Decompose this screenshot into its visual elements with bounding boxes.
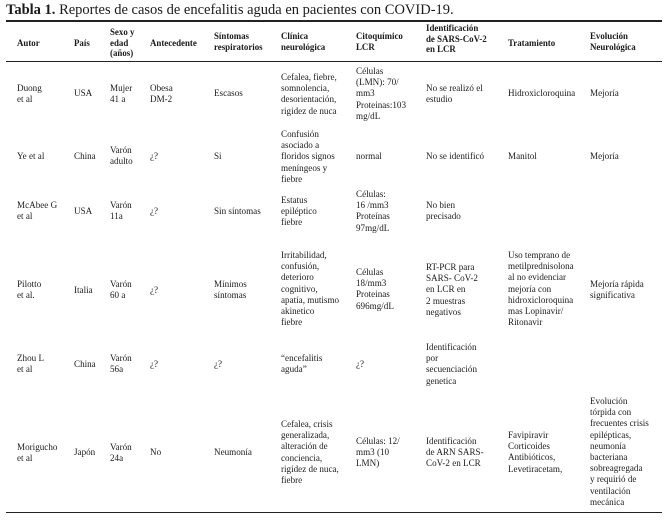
header-antecedente: Antecedente	[150, 38, 197, 48]
row-2-clinica: Confusión asociado a floridos signos meníngeos y fiebre	[281, 129, 335, 184]
header-autor: Autor	[17, 38, 40, 48]
row-3-identificacion: No bien precisado	[426, 200, 461, 222]
row-2-sintomas: Si	[214, 151, 222, 161]
row-6-autor: Moriguchо et al	[17, 442, 58, 464]
row-3-clinica: Estatus epiléptico fiebre	[281, 195, 317, 228]
row-4-antecedente: ¿?	[150, 285, 159, 295]
header-tratamiento: Tratamiento	[508, 38, 556, 48]
header-clinica: Clínica neurológica	[281, 31, 326, 52]
row-2-citoquimico: normal	[356, 151, 382, 161]
header-citoquimico: Citoquímico LCR	[356, 31, 403, 52]
row-1-evolucion: Mejoría	[590, 88, 619, 98]
row-6-pais: Japón	[74, 447, 96, 457]
row-1-autor: Duong et al	[17, 83, 42, 105]
row-5-autor: Zhou L et al	[17, 353, 45, 375]
row-6-tratamiento: Favipiravir Corticoides Antibióticos, Levetiracetam,	[508, 430, 563, 474]
table-title: Reportes de casos de encefalitis aguda en pacientes con COVID-19.	[55, 2, 454, 18]
row-4-pais: Italia	[74, 285, 93, 295]
row-1-antecedente: Obesa DM-2	[150, 83, 173, 105]
row-4-citoquimico: Células 18/mm3 Proteinas 696mg/dL	[356, 267, 394, 311]
row-1-citoquimico: Células (LMN): 70/ mm3 Proteinas:103 mg/dL	[356, 66, 407, 121]
row-2-pais: China	[74, 151, 96, 161]
row-4-evolucion: Mejoría rápida significativa	[590, 279, 644, 301]
row-2-evolucion: Mejoría	[590, 151, 619, 161]
row-5-sintomas: ¿?	[214, 359, 223, 369]
row-2-tratamiento: Manitol	[508, 151, 537, 161]
header-sexo-edad: Sexo y edad (años)	[110, 27, 135, 59]
row-4-sexo: Varón 60 a	[110, 279, 132, 301]
row-3-pais: USA	[74, 206, 93, 216]
row-5-antecedente: ¿?	[150, 359, 159, 369]
top-rule	[6, 20, 662, 22]
row-2-sexo: Varón adulto	[110, 145, 133, 167]
row-5-clinica: “encefalitis aguda”	[281, 353, 323, 375]
row-1-sexo: Mujer 41 a	[110, 83, 133, 105]
row-6-identificacion: Identificación de ARN SARS- CoV-2 en LCR	[426, 436, 484, 469]
row-3-sintomas: Sin síntomas	[214, 206, 261, 216]
table-caption	[6, 1, 454, 19]
row-3-autor: McAbee G et al	[17, 200, 58, 222]
header-rule	[6, 61, 662, 62]
row-5-citoquimico: ¿?	[356, 359, 365, 369]
row-6-clinica: Cefalea, crisis generalizada, alteración de conciencia, rigidez de nuca, fiebre	[281, 419, 339, 486]
row-6-sintomas: Neumonía	[214, 447, 252, 457]
row-2-identificacion: No se identificó	[426, 151, 485, 161]
row-3-antecedente: ¿?	[150, 206, 159, 216]
row-1-identificacion: No se realizó el estudio	[426, 83, 483, 105]
row-3-citoquimico: Células: 16 /mm3 Proteínas 97mg/dL	[356, 189, 390, 233]
row-4-clinica: Irritabilidad, confusión, deterioro cognitivo, apatía, mutismo akinetico fiebre	[281, 250, 340, 328]
header-evolucion: Evolución Neurológica	[590, 31, 636, 52]
header-pais: País	[74, 38, 90, 48]
row-4-sintomas: Mínimos síntomas	[214, 279, 247, 301]
header-identificacion: Identificación de SARS-CoV-2 en LCR	[426, 23, 487, 55]
row-3-sexo: Varón 11a	[110, 200, 132, 222]
row-5-identificacion: Identificación por secuenciación genetica	[426, 342, 477, 386]
row-5-sexo: Varón 56a	[110, 353, 132, 375]
row-4-tratamiento: Uso temprano de metilprednisolona al no evidenciar mejoría con hidroxicloroquina mas Lopinavir/ Ritonavir	[508, 250, 574, 328]
row-6-antecedente: No	[150, 447, 162, 457]
table-label: Tabla 1.	[6, 2, 56, 18]
row-5-pais: China	[74, 359, 96, 369]
row-2-autor: Ye et al	[17, 151, 45, 161]
row-6-sexo: Varón 24a	[110, 442, 132, 464]
row-1-tratamiento: Hidroxicloroquina	[508, 88, 576, 98]
row-4-autor: Pilotto et al.	[17, 279, 42, 301]
row-1-clinica: Cefalea, fiebre, somnolencia, desorientación, rigidez de nuca	[281, 72, 337, 116]
header-sintomas: Síntomas respiratorios	[214, 31, 263, 52]
row-4-identificacion: RT-PCR para SARS- CoV-2 en LCR en 2 muestras negativos	[426, 262, 478, 317]
row-1-sintomas: Escasos	[214, 88, 243, 98]
row-6-evolucion: Evolución tórpida con frecuentes crisis epilépticas, neumonía bacteriana sobreagregada y requirió de ventilación mecánica	[590, 396, 649, 507]
row-1-pais: USA	[74, 88, 93, 98]
row-6-citoquimico: Células: 12/ mm3 (10 LMN)	[356, 436, 400, 469]
row-2-antecedente: ¿?	[150, 151, 159, 161]
bottom-rule	[6, 512, 662, 513]
